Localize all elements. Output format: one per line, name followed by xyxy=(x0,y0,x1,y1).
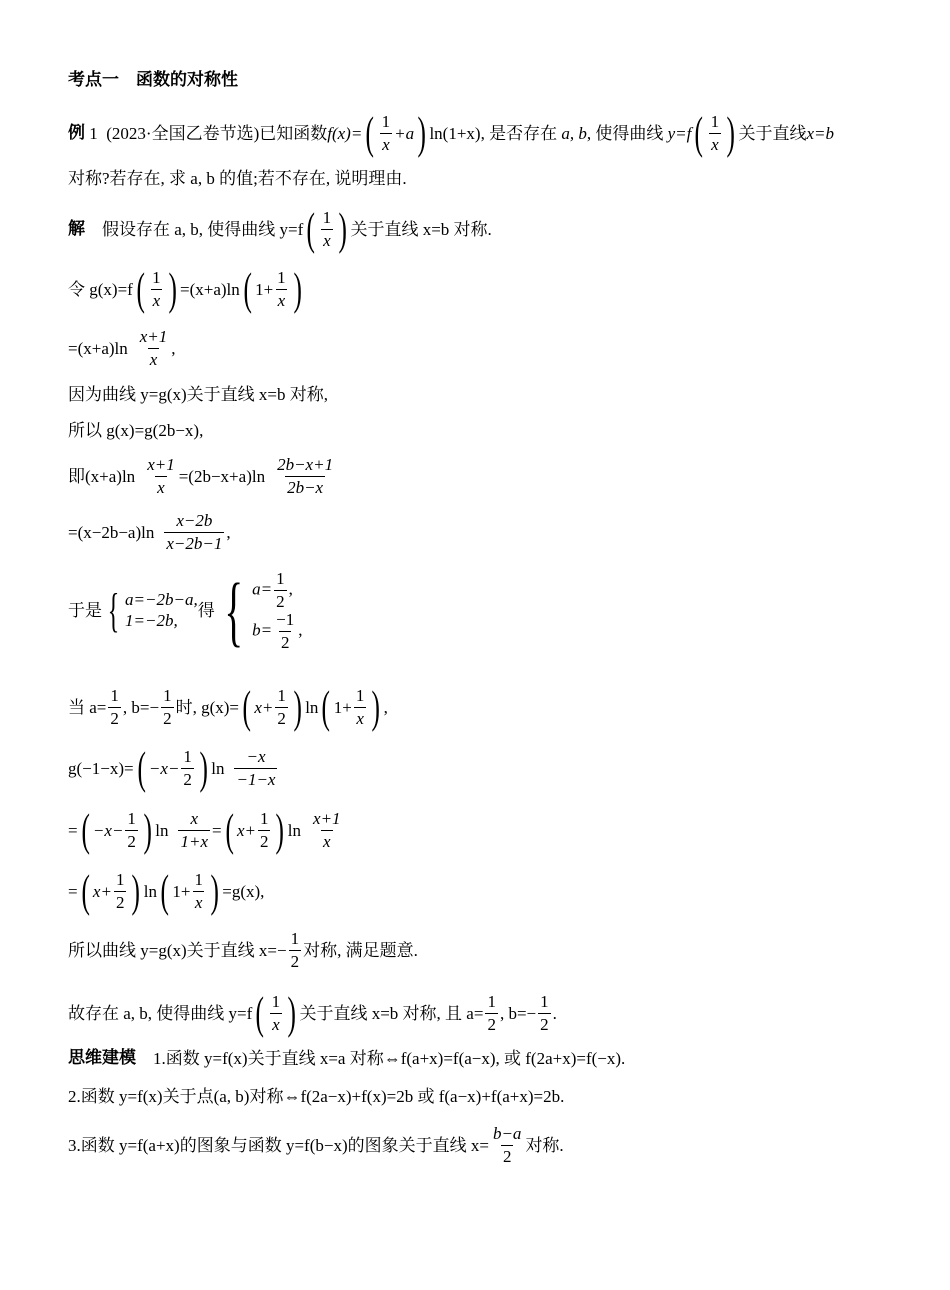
solution-line14: 故存在 a, b, 使得曲线 y=f ( $\frac{1}{x}$ ) 关于直线 x=b 对称, 且 a= $\frac{1}{2}$ , b=− $\frac{1}{2}$ . xyxy=(68,987,557,1038)
solution-line11: = ( −x− $\frac{1}{2}$ ) ln $\frac{x}{1+x}$ = ( x+ $\frac{1}{2}$ ) ln $\frac{x+1}{x}$ xyxy=(68,804,341,855)
section-heading: 考点一 函数的对称性 xyxy=(68,70,238,90)
solution-line8: 于是 { a=−2b−a, 1=−2b, 得 { a= $\frac{1}{2}$ , b= $\frac{-1}{2}$ , xyxy=(68,566,303,654)
example-1-line2: 对称?若存在, 求 a, b 的值;若不存在, 说明理由. xyxy=(68,169,407,188)
solution-line5: 所以 g(x)=g(2b−x), xyxy=(68,421,204,440)
paren-group: ( $\frac{1}{x}$ ) xyxy=(694,107,736,158)
model-line3: 3.函数 y=f(a+x)的图象与函数 y=f(b−x)的图象关于直线 x= $\frac{b-a}{2}$ 对称. xyxy=(68,1124,564,1166)
model-line1: 思维建模 1.函数 y=f(x)关于直线 x=a 对称⇔f(a+x)=f(a−x), 或 f(2a+x)=f(−x). xyxy=(68,1048,626,1068)
solution-line2: 令 g(x)=f ( $\frac{1}{x}$ ) =(x+a)ln ( 1+ $\frac{1}{x}$ ) xyxy=(68,263,302,314)
solution-line4: 因为曲线 y=g(x)关于直线 x=b 对称, xyxy=(68,385,328,404)
example-num: 1 xyxy=(89,123,98,143)
example-source: (2023·全国乙卷节选)已知函数 xyxy=(106,123,328,143)
solution-line7: =(x−2b−a)ln $\frac{x-2b}{x-2b-1}$ , xyxy=(68,511,231,553)
example-1-line1: 例 1 (2023·全国乙卷节选)已知函数 f(x)= ( $\frac{1}{x}$ +a ) ln(1+x), 是否存在 a, b , 使得曲线 y=f ( $\frac{1}{x}$ ) 关于直线 x=b xyxy=(68,107,835,158)
example-ln: ln(1+x), 是否存在 xyxy=(429,123,558,143)
example-fx: f(x)= xyxy=(327,123,363,143)
fraction: $\frac{1}{x}$ xyxy=(381,111,391,154)
paren-group: ( $\frac{1}{x}$ +a ) xyxy=(365,107,426,158)
solution-line9: 当 a= $\frac{1}{2}$ , b=− $\frac{1}{2}$ 时, g(x)= ( x+ $\frac{1}{2}$ ) ln ( 1+ $\frac{1}{x}$ ) , xyxy=(68,681,388,732)
solution-line6: 即(x+a)ln $\frac{x+1}{x}$ =(2b−x+a)ln $\frac{2b-x+1}{2b-x}$ xyxy=(68,455,334,497)
solution-line12: = ( x+ $\frac{1}{2}$ ) ln ( 1+ $\frac{1}{x}$ ) =g(x), xyxy=(68,865,265,916)
model-line2: 2.函数 y=f(x)关于点(a, b)对称⇔f(2a−x)+f(x)=2b 或 f(a−x)+f(a+x)=2b. xyxy=(68,1087,565,1106)
solution-line13: 所以曲线 y=g(x)关于直线 x=− $\frac{1}{2}$ 对称, 满足题意. xyxy=(68,929,418,971)
example-label: 例 xyxy=(68,122,85,143)
solution-line10: g(−1−x)= ( −x− $\frac{1}{2}$ ) ln $\frac{-x}{-1-x}$ xyxy=(68,742,276,793)
solution-line1: 解 假设存在 a, b, 使得曲线 y=f ( $\frac{1}{x}$ ) 关于直线 x=b 对称. xyxy=(68,203,492,254)
solution-line3: =(x+a)ln $\frac{x+1}{x}$ , xyxy=(68,327,176,369)
